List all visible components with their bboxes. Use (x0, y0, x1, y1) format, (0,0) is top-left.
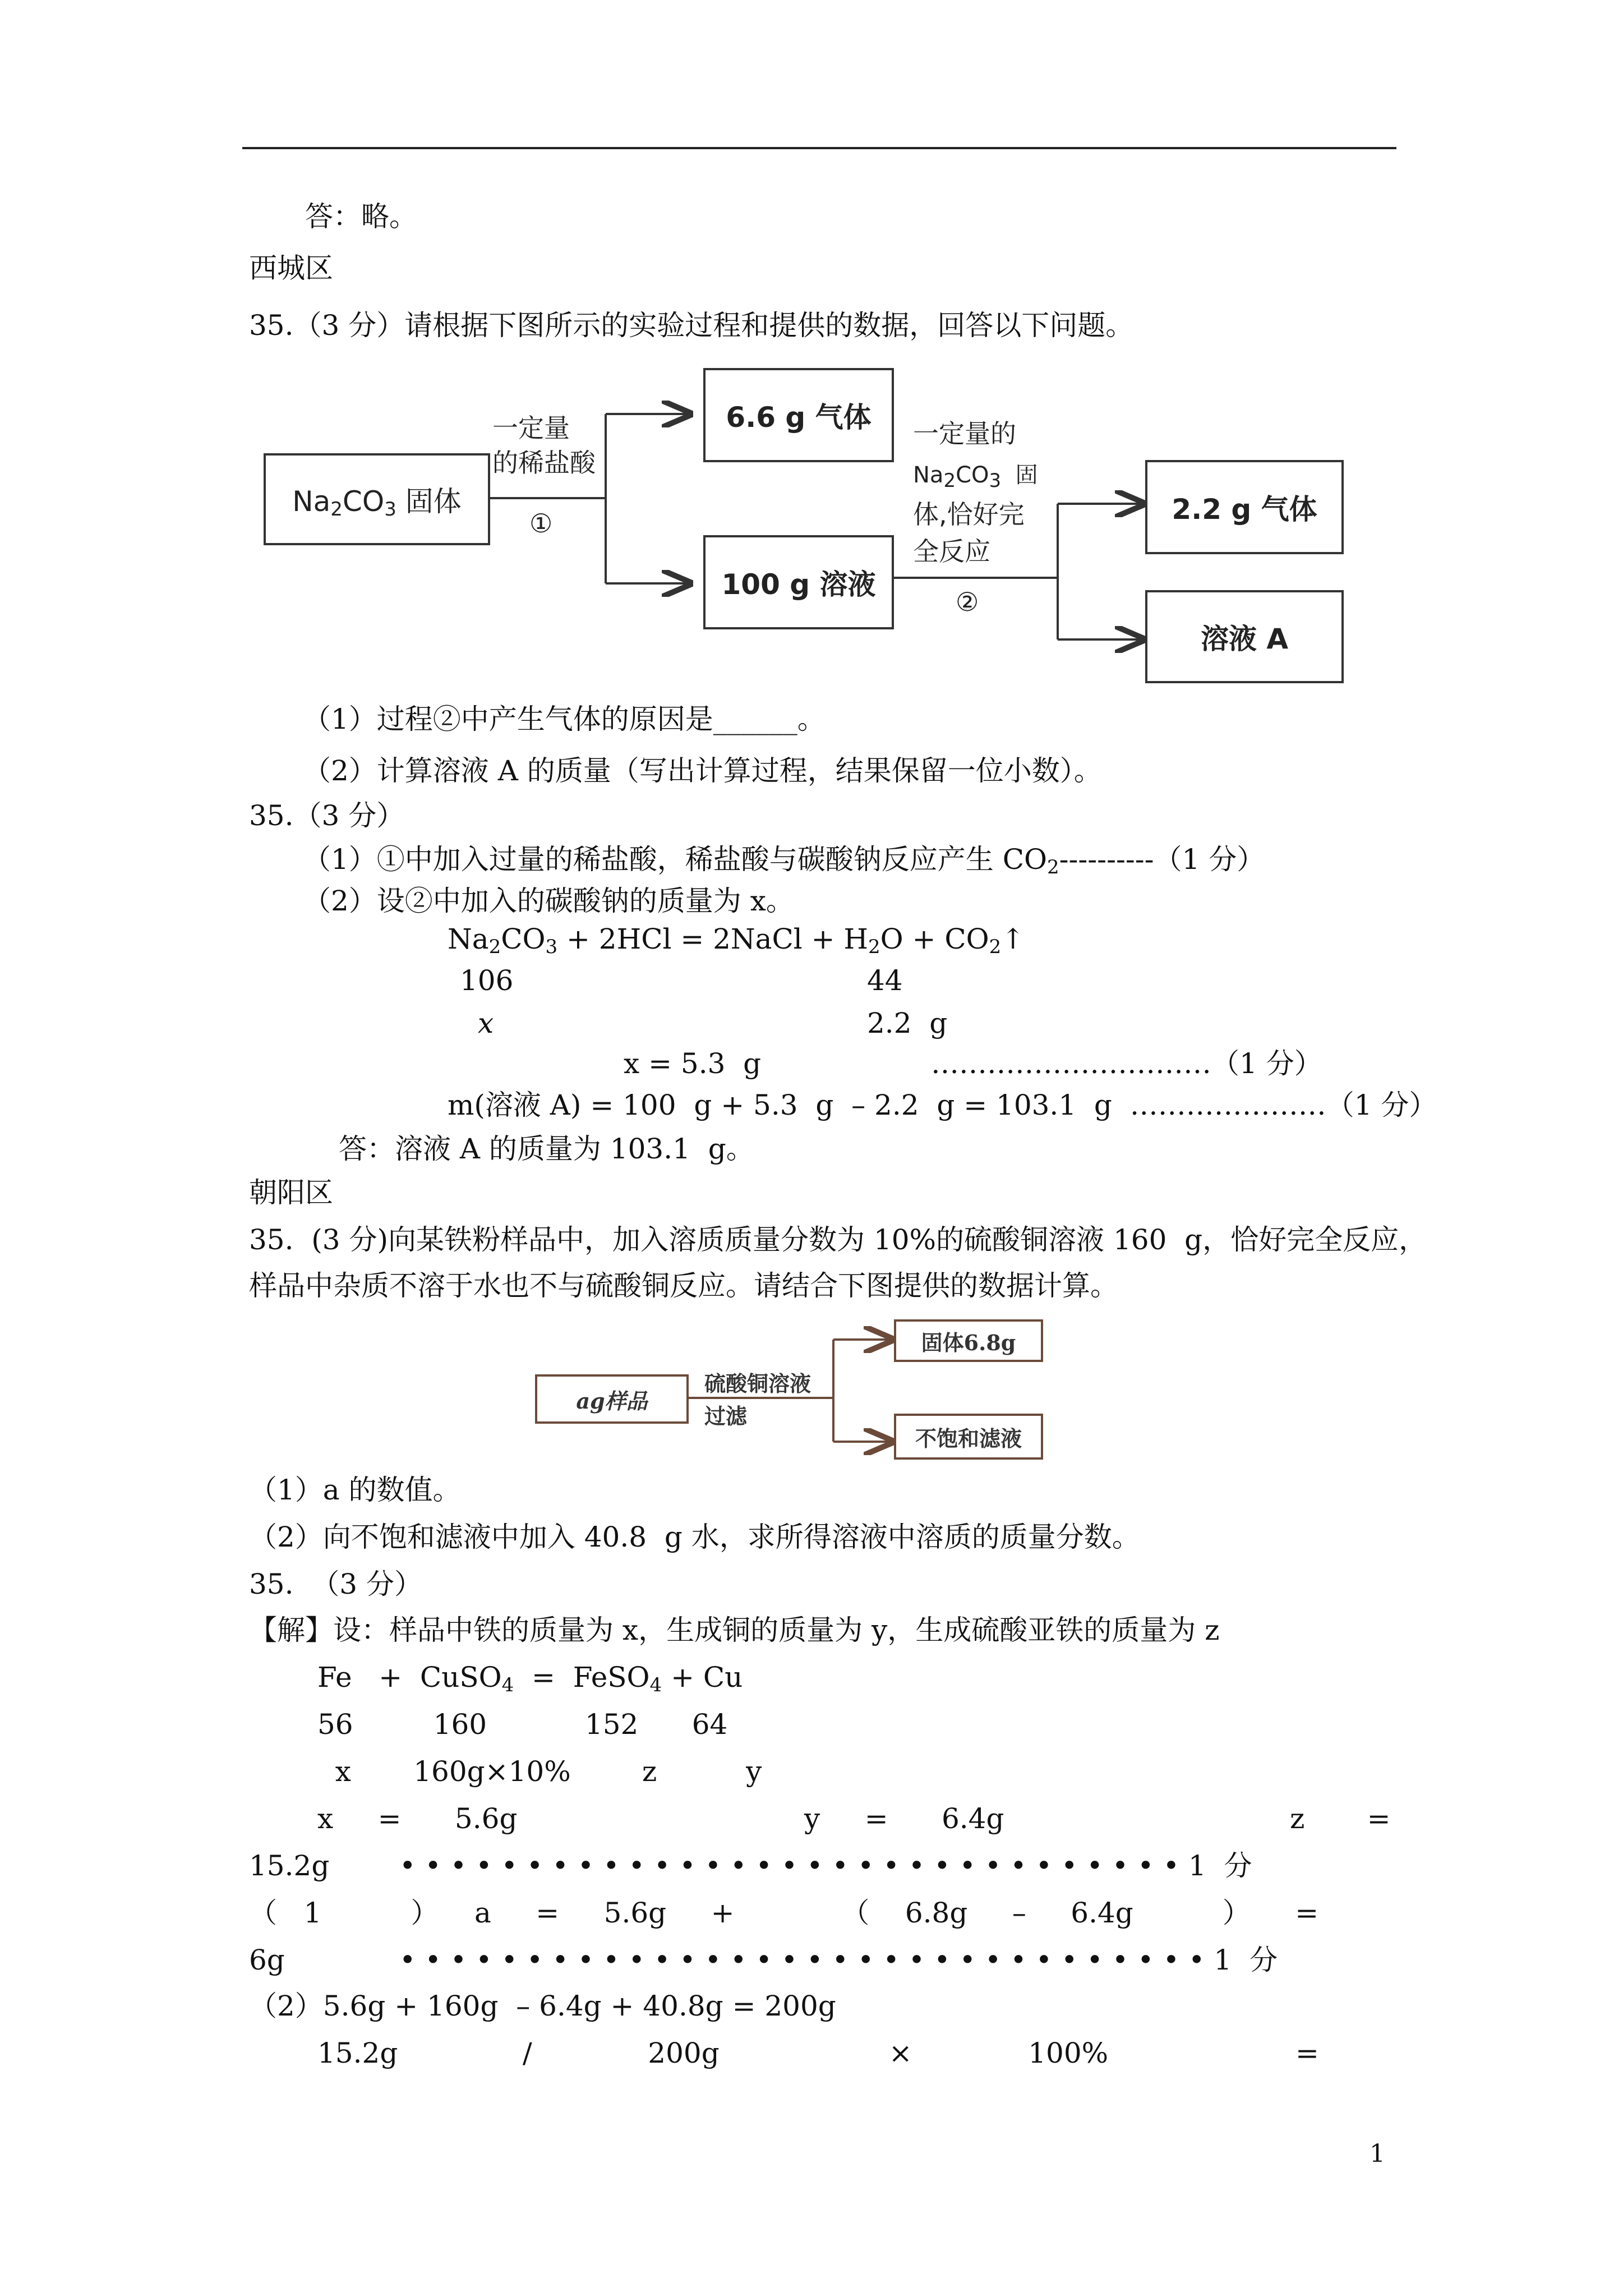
unsaturated-filtrate-box: 不饱和滤液 (894, 1414, 1043, 1460)
gas-2-2g-box: 2.2 g 气体 (1145, 460, 1344, 554)
step1-label-line1: 一定量 (492, 413, 570, 443)
answer-omitted: 答：略。 (305, 200, 417, 233)
district-xicheng: 西城区 (249, 252, 333, 284)
question-35-xicheng: 35.（3 分）请根据下图所示的实验过程和提供的数据，回答以下问题。 (249, 309, 1134, 342)
result-x-score: …………………………（1 分） (931, 1047, 1322, 1080)
page-number: 1 (1370, 2139, 1385, 2168)
sample-box: ag样品 (535, 1374, 689, 1424)
step1-label-line2: 的稀盐酸 (492, 448, 596, 478)
solid-6-8g-box: 固体6.8g (894, 1319, 1043, 1362)
question-2-chaoyang: （2）向不饱和滤液中加入 40.8 g 水，求所得溶液中溶质的质量分数。 (249, 1521, 1140, 1553)
question-2-xicheng: （2）计算溶液 A 的质量（写出计算过程，结果保留一位小数）。 (303, 754, 1102, 787)
answer-head-xicheng: 35.（3 分） (249, 799, 405, 832)
result-z-chaoyang: z = (1290, 1802, 1391, 1835)
gas-6-6g-box: 6.6 g 气体 (703, 368, 894, 462)
step2-label-line3: 体,恰好完 (913, 499, 1025, 530)
step1-number: ① (529, 508, 553, 539)
chemical-equation-1: $Na_2CO_3 + 2HCl$ = 2NaCl + $H_2O$ + $CO_2↑$ (448, 923, 1025, 958)
question-35-chaoyang-line2: 样品中杂质不溶于水也不与硫酸铜反应。请结合下图提供的数据计算。 (249, 1269, 1118, 1302)
district-chaoyang: 朝阳区 (249, 1176, 333, 1209)
mass-solution-a: m(溶液 A) = 100 g + 5.3 g – 2.2 g = 103.1 g …………………（1 分） (448, 1089, 1437, 1121)
result-x-chaoyang: x = 5.6g (317, 1802, 518, 1835)
molar-masses: 56 160 152 64 (317, 1708, 728, 1741)
na2co3-solid-box: $Na_2CO_3$ 固体 (264, 453, 490, 545)
answer-1-xicheng: （1）①中加入过量的稀盐酸，稀盐酸与碳酸钠反应产生 $CO_2----------(1$ 分） (303, 843, 1265, 878)
score-dots-2: • • • • • • • • • • • • • • • • • • • • • • • • • • • • • • • • 1 分 (399, 1944, 1278, 1976)
result-y-chaoyang: y = 6.4g (804, 1802, 1004, 1835)
variables-row: x 160g×10% z y (317, 1755, 762, 1788)
question-35-chaoyang-line1: 35. (3 分)向某铁粉样品中，加入溶质质量分数为 10%的硫酸铜溶液 160 g，恰好完全反应， (249, 1223, 1427, 1256)
mass-fraction-line: 15.2g / 200g × 100% = (317, 2037, 1319, 2069)
copper-sulfate-label: 硫酸铜溶液 (704, 1371, 811, 1396)
score-dots-1: • • • • • • • • • • • • • • • • • • • • • • • • • • • • • • • 1 分 (399, 1849, 1252, 1882)
result-x: x = 5.3 g (624, 1047, 762, 1080)
solution-a-box: 溶液 A (1145, 590, 1344, 683)
solution-100g-box: 100 g 溶液 (703, 535, 894, 629)
value-2-2g: 2.2 g (867, 1007, 948, 1039)
question-1-chaoyang: （1）a 的数值。 (249, 1474, 461, 1506)
answer-2-xicheng: （2）设②中加入的碳酸钠的质量为 x。 (303, 885, 794, 917)
filter-label: 过滤 (704, 1404, 748, 1429)
variable-x: x (478, 1007, 494, 1039)
a-calculation: （ 1 ） a = 5.6g + （ 6.8g – 6.4g ） = (249, 1897, 1319, 1929)
part-2-calculation: （2）5.6g + 160g – 6.4g + 40.8g = 200g (249, 1990, 836, 2022)
chemical-equation-2: Fe + CuSO$_4$ = FeSO$_4$ + Cu (317, 1661, 743, 1696)
question-1-xicheng: （1）过程②中产生气体的原因是______。 (303, 703, 826, 735)
molar-mass-106: 106 (460, 964, 514, 997)
step2-label-line2: $Na_2CO_3$ 固 (913, 462, 1038, 492)
result-z-value: 15.2g (249, 1849, 330, 1882)
solve-line: 【解】设：样品中铁的质量为 x，生成铜的质量为 y，生成硫酸亚铁的质量为 z (249, 1614, 1220, 1646)
step2-number: ② (956, 587, 979, 617)
answer-head-chaoyang: 35. （3 分） (249, 1568, 423, 1600)
final-answer-xicheng: 答：溶液 A 的质量为 103.1 g。 (339, 1133, 754, 1165)
step2-label-line4: 全反应 (913, 536, 990, 567)
step2-label-line1: 一定量的 (913, 418, 1016, 449)
a-value: 6g (249, 1944, 285, 1976)
molar-mass-44: 44 (867, 964, 903, 997)
